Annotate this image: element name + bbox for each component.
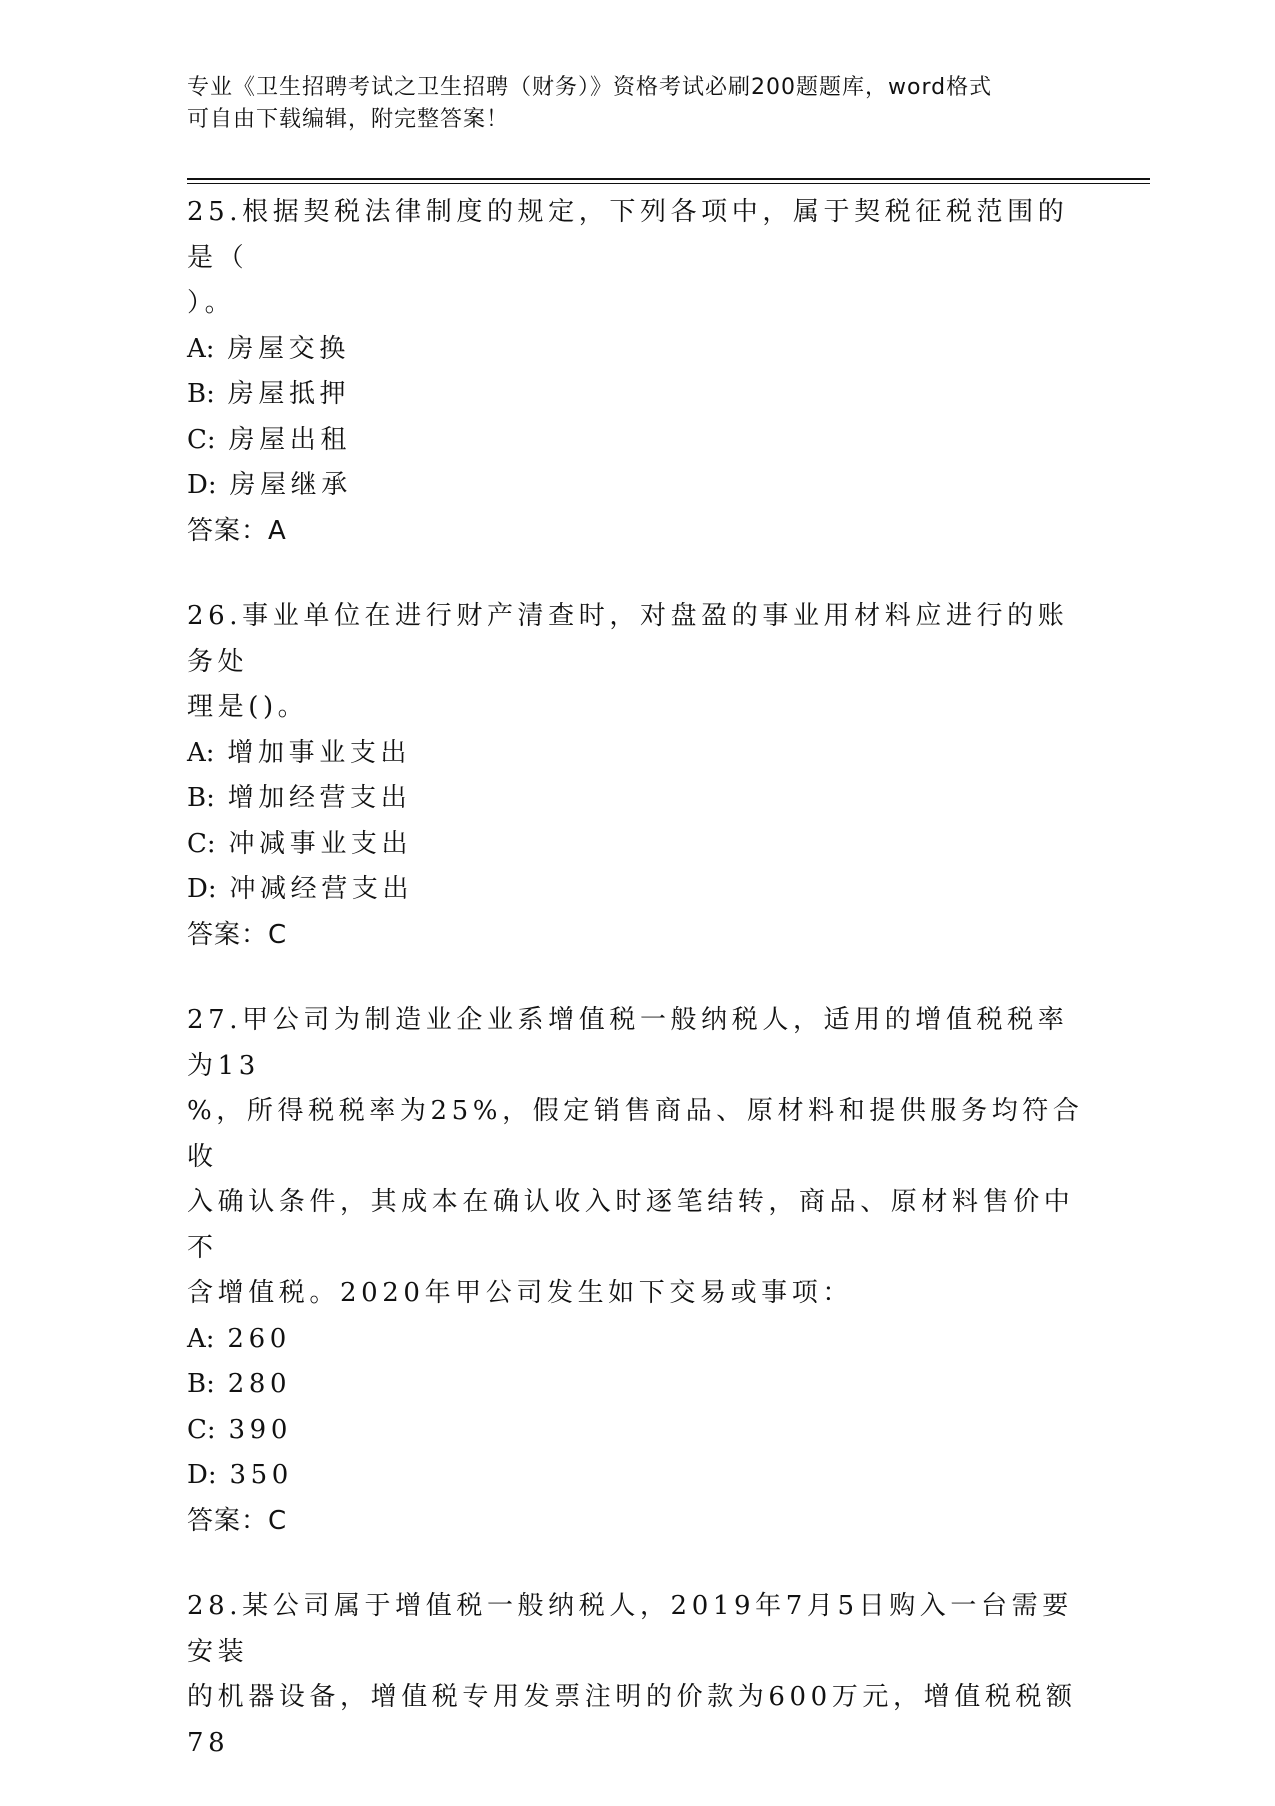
option-text: 房屋继承 bbox=[229, 470, 352, 500]
option-letter: B: bbox=[187, 783, 215, 813]
question-stem-line: 27.甲公司为制造业企业系增值税一般纳税人，适用的增值税税率为13 bbox=[187, 1005, 1069, 1081]
question-stem-line: 含增值税。2020年甲公司发生如下交易或事项： bbox=[187, 1278, 853, 1308]
option-letter: D: bbox=[187, 1460, 217, 1490]
header-divider-thin bbox=[187, 183, 1150, 184]
option-letter: A: bbox=[187, 1323, 215, 1354]
answer-line: 答案：C bbox=[187, 1505, 288, 1536]
option-letter: A: bbox=[187, 333, 215, 364]
question-25 bbox=[187, 190, 1087, 554]
option-text: 冲减事业支出 bbox=[228, 828, 413, 859]
question-stem-line: 入确认条件，其成本在确认收入时逐笔结转，商品、原材料售价中不 bbox=[187, 1187, 1075, 1263]
question-stem-line: 26.事业单位在进行财产清查时，对盘盈的事业用材料应进行的账务处 bbox=[187, 601, 1069, 677]
option-a bbox=[187, 327, 1087, 373]
option-letter: A: bbox=[187, 737, 215, 768]
header-divider-thick bbox=[187, 178, 1150, 180]
question-stem-line: 理是()。 bbox=[187, 692, 309, 722]
option-b bbox=[187, 776, 1087, 822]
option-text: 260 bbox=[227, 1323, 291, 1354]
option-letter: C: bbox=[187, 1414, 216, 1445]
question-26 bbox=[187, 594, 1087, 958]
option-a bbox=[187, 731, 1087, 777]
option-letter: B: bbox=[187, 379, 215, 409]
option-text: 350 bbox=[229, 1460, 293, 1490]
option-text: 冲减经营支出 bbox=[229, 874, 414, 904]
option-text: 增加经营支出 bbox=[227, 783, 412, 813]
option-letter: B: bbox=[187, 1369, 215, 1399]
option-text: 房屋出租 bbox=[228, 424, 351, 455]
answer-line: 答案：C bbox=[187, 919, 288, 950]
question-27 bbox=[187, 998, 1087, 1544]
question-stem-line: 的机器设备，增值税专用发票注明的价款为600万元，增值税税额78 bbox=[187, 1682, 1077, 1758]
option-c bbox=[187, 1408, 1087, 1454]
option-letter: C: bbox=[187, 424, 216, 455]
option-text: 增加事业支出 bbox=[227, 737, 412, 768]
option-d bbox=[187, 463, 1087, 509]
option-text: 房屋抵押 bbox=[227, 379, 351, 409]
option-text: 390 bbox=[228, 1414, 292, 1445]
option-letter: C: bbox=[187, 828, 216, 859]
question-28 bbox=[187, 1584, 1087, 1766]
question-stem-line: 28.某公司属于增值税一般纳税人，2019年7月5日购入一台需要安装 bbox=[187, 1591, 1073, 1667]
header-line-1: 专业《卫生招聘考试之卫生招聘（财务）》资格考试必刷200题题库，word格式 bbox=[187, 75, 993, 100]
option-c bbox=[187, 822, 1087, 868]
option-b bbox=[187, 1362, 1087, 1408]
option-d bbox=[187, 867, 1087, 913]
option-text: 280 bbox=[227, 1369, 292, 1399]
option-letter: D: bbox=[187, 470, 217, 500]
option-a bbox=[187, 1317, 1087, 1363]
question-stem-line: 25.根据契税法律制度的规定，下列各项中，属于契税征税范围的是（ bbox=[187, 197, 1069, 273]
question-stem-line: ）。 bbox=[187, 288, 236, 318]
document-header bbox=[187, 72, 1067, 136]
option-letter: D: bbox=[187, 874, 217, 904]
option-d bbox=[187, 1453, 1087, 1499]
header-line-2: 可自由下载编辑，附完整答案！ bbox=[187, 107, 510, 132]
answer-line: 答案：A bbox=[187, 515, 287, 546]
question-list bbox=[187, 190, 1087, 1806]
option-text: 房屋交换 bbox=[227, 333, 350, 364]
option-c bbox=[187, 418, 1087, 464]
option-b bbox=[187, 372, 1087, 418]
question-stem-line: %，所得税税率为25%，假定销售商品、原材料和提供服务均符合收 bbox=[187, 1096, 1084, 1172]
